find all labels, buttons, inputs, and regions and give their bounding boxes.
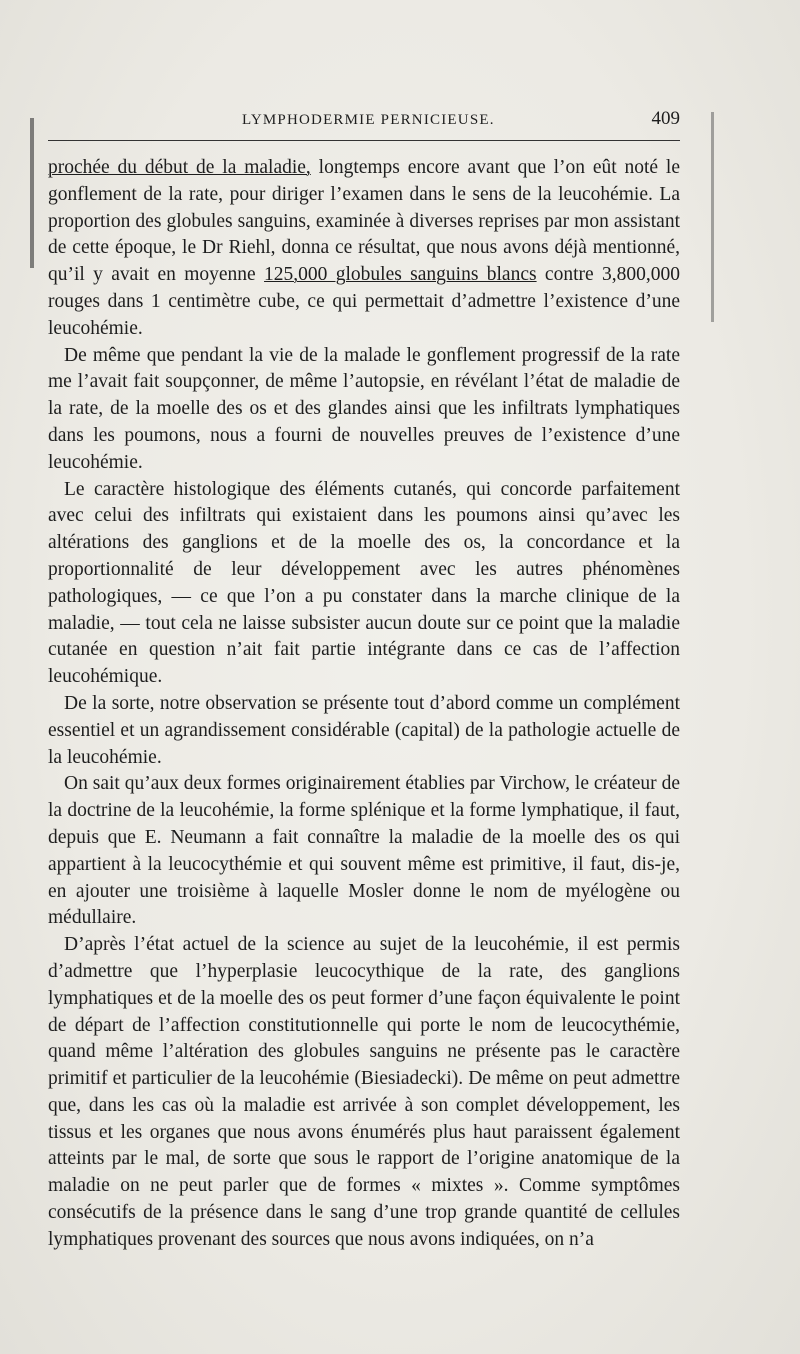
underlined-phrase: 125,000 globules sanguins blancs [264,264,537,286]
underlined-phrase: prochée du début de la maladie, [48,157,311,178]
running-title: LYMPHODERMIE PERNICIEUSE. [242,112,495,128]
paragraph-text: longtemps encore avant que l’on eût noté le gonflement de la rate, pour diriger l’examen dans le sens de la leucohémie. La proportion des globules sanguins, examinée à diverses reprises par mon assistant de cette époque, le Dr Riehl, donna ce résultat, que nous avons déjà mentionné, qu’il y avait en moyenne [48,157,681,286]
paragraph-6: D’après l’état actuel de la science au sujet de la leucohémie, il est permis d’admettre que l’hyperplasie leucocythique de la rate, des ganglions lymphatiques et de la moelle des os peut former d’une façon équivalente le point de départ de l’affection constitutionnelle qui porte le nom de leucocythémie, quand même l’altération des globules sanguins ne présente pas le caractère primitif et particulier de la leucohémie (Biesiadecki). De même on peut admettre que, dans les cas où la maladie est arrivée à son complet développement, les tissus et les organes que nous avons énumérés plus haut paraissent également atteints par le mal, de sorte que sous le rapport de l’origine anatomique de la maladie on ne peut parler que de formes « mixtes ». Comme symptômes consécutifs de la présence dans le sang d’une trop grande quantité de cellules lymphatiques provenant des sources que nous avons indiquées, on n’a [48,934,680,1250]
body-text [48,155,680,1254]
paragraph-2: De même que pendant la vie de la malade le gonflement progressif de la rate me l’avait fait soupçonner, de même l’autopsie, en révélant l’état de maladie de la rate, de la moelle des os et des glandes ainsi que les infiltrats lymphatiques dans les poumons, nous a fourni de nouvelles preuves de l’existence d’une leucohémie. [48,344,680,473]
paragraph-text: contre 3,800,000 rouges dans 1 centimètre cube, ce qui permettait d’admettre l’existence d’une leucohémie. [48,264,680,339]
page-header [48,108,680,134]
header-rule [48,140,680,141]
paragraph-4: De la sorte, notre observation se présente tout d’abord comme un complément essentiel et un agrandissement considérable (capital) de la pathologie actuelle de la leucohémie. [48,692,680,768]
binding-shadow [30,118,44,268]
paragraph-1 [48,155,680,343]
paragraph-5: On sait qu’aux deux formes originairement établies par Virchow, le créateur de la doctrine de la leucohémie, la forme splénique et la forme lymphatique, il faut, depuis que E. Neumann a fait connaître la maladie de la moelle des os qui appartient à la leucocythémie et qui souvent même est primitive, il faut, dis-je, en ajouter une troisième à laquelle Mosler donne le nom de myélogène ou médullaire. [48,773,680,929]
page-edge-mark [705,112,714,322]
paragraph-3: Le caractère histologique des éléments cutanés, qui concorde parfaitement avec celui des infiltrats qui existaient dans les poumons ainsi qu’avec les altérations des ganglions et de la moelle des os, la concordance et la proportionnalité de leur développement avec les autres phénomènes pathologiques, — ce que l’on a pu constater dans la marche clinique de la maladie, — tout cela ne laisse subsister aucun doute sur ce point que la maladie cutanée en question n’ait fait partie intégrante dans ce cas de l’affection leucohémique. [48,478,680,688]
page-number: 409 [651,108,680,129]
